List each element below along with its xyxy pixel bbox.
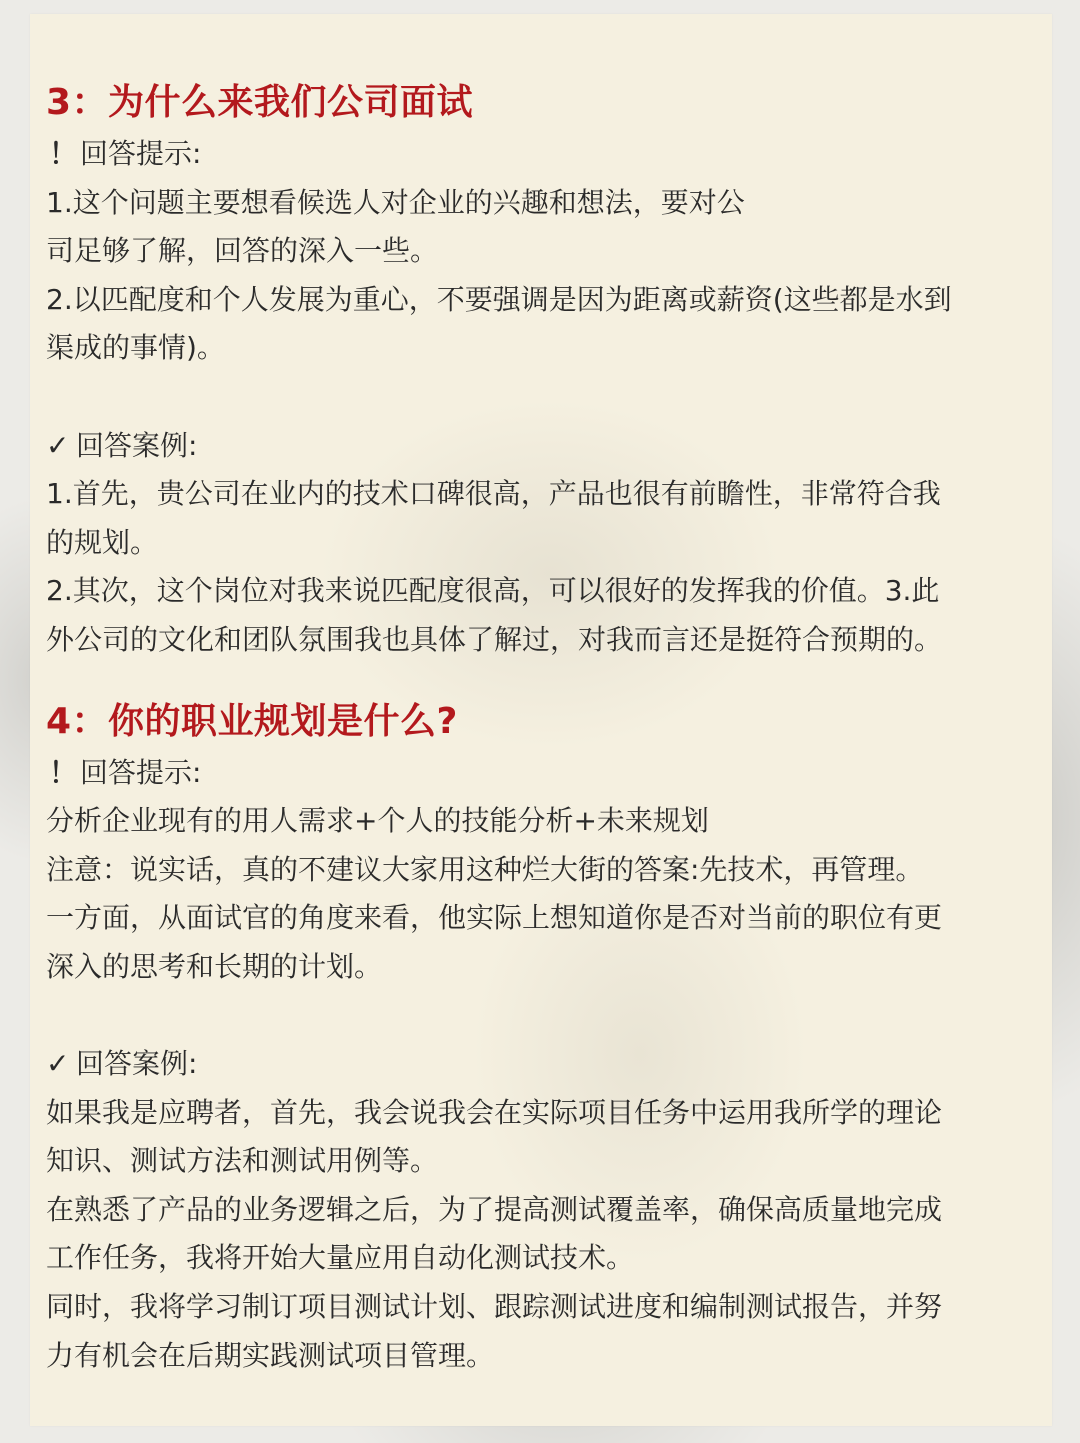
hint-line: 一方面，从面试官的角度来看，他实际上想知道你是否对当前的职位有更 xyxy=(46,901,943,935)
example-label: 回答案例: xyxy=(76,1047,198,1081)
spacer-line xyxy=(46,992,1046,1041)
hint-line: 注意：说实话，真的不建议大家用这种烂大街的答案:先技术，再管理。 xyxy=(46,852,924,886)
example-line: 1.首先，贵公司在业内的技术口碑很高，产品也很有前瞻性，非常符合我 xyxy=(46,477,941,511)
example-header xyxy=(46,422,1046,471)
example-line: 力有机会在后期实践测试项目管理。 xyxy=(46,1338,495,1372)
example-line: 如果我是应聘者，首先，我会说我会在实际项目任务中运用我所学的理论 xyxy=(46,1095,943,1129)
article-content xyxy=(46,76,1046,1380)
example-line: 同时，我将学习制订项目测试计划、跟踪测试进度和编制测试报告，并努 xyxy=(46,1290,943,1324)
check-icon: ✓ xyxy=(46,428,70,462)
hint-line: 渠成的事情)。 xyxy=(46,331,225,365)
example-line: 知识、测试方法和测试用例等。 xyxy=(46,1144,439,1178)
section-gap xyxy=(46,665,1046,695)
hint-line: 分析企业现有的用人需求+个人的技能分析+未来规划 xyxy=(46,804,709,838)
hint-line: 司足够了解，回答的深入一些。 xyxy=(46,234,439,268)
hint-label: 回答提示: xyxy=(80,137,202,170)
hint-label: 回答提示: xyxy=(80,755,202,789)
example-line: 的规划。 xyxy=(46,525,159,559)
example-line: 外公司的文化和团队氛围我也具体了解过，对我而言还是挺符合预期的。 xyxy=(46,622,943,656)
check-icon: ✓ xyxy=(46,1047,70,1081)
hint-line: 1.这个问题主要想看候选人对企业的兴趣和想法，要对公 xyxy=(46,185,745,219)
example-header xyxy=(46,1040,1046,1089)
section-4-title: 4：你的职业规划是什么? xyxy=(46,700,458,742)
hint-header xyxy=(46,749,1046,798)
section-3 xyxy=(46,76,1046,665)
spacer-line xyxy=(46,373,1046,422)
example-label: 回答案例: xyxy=(76,428,198,462)
example-line: 2.其次，这个岗位对我来说匹配度很高，可以很好的发挥我的价值。3.此 xyxy=(46,574,940,608)
example-line: 在熟悉了产品的业务逻辑之后，为了提高测试覆盖率，确保高质量地完成 xyxy=(46,1192,943,1226)
exclamation-icon: ！ xyxy=(48,137,77,170)
section-3-title: 3：为什么来我们公司面试 xyxy=(46,82,474,123)
exclamation-icon: ！ xyxy=(48,755,77,789)
hint-header xyxy=(46,130,1046,179)
example-line: 工作任务，我将开始大量应用自动化测试技术。 xyxy=(46,1241,635,1275)
hint-line: 深入的思考和长期的计划。 xyxy=(46,949,383,983)
section-4 xyxy=(46,695,1046,1381)
hint-line: 2.以匹配度和个人发展为重心，不要强调是因为距离或薪资(这些都是水到 xyxy=(46,282,952,316)
